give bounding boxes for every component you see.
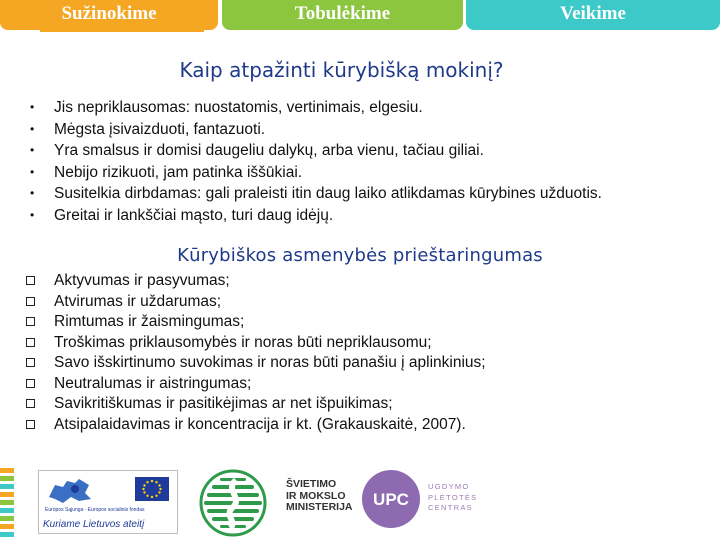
- list-item: Rimtumas ir žaismingumas;: [24, 312, 486, 333]
- upc-logo-letters: UPC: [373, 490, 409, 509]
- checkbox-bullet-icon: [26, 358, 35, 367]
- list-item: Atsipalaidavimas ir koncentracija ir kt. (Grakauskaitė, 2007).: [24, 415, 486, 436]
- creative-student-list: [30, 97, 602, 226]
- contradictions-list: [24, 271, 486, 435]
- list-item: • Mėgsta įsivaizduoti, fantazuoti.: [30, 119, 602, 141]
- checkbox-bullet-icon: [26, 317, 35, 326]
- list-item: • Greitai ir lankščiai mąsto, turi daug idėjų.: [30, 205, 602, 227]
- section2-title: Kūrybiškos asmenybės prieštaringumas: [177, 245, 543, 266]
- eu-funding-logo: [38, 470, 178, 534]
- bullet-icon: •: [30, 186, 35, 200]
- bullet-icon: •: [30, 207, 35, 222]
- list-item: • Susitelkia dirbdamas: gali praleisti itin daug laiko atlikdamas kūrybines užduotis.: [30, 183, 602, 205]
- bullet-icon: •: [30, 164, 35, 179]
- list-item: Atvirumas ir uždarumas;: [24, 292, 486, 313]
- list-item: • Yra smalsus ir domisi daugeliu dalykų, arba vienu, tačiau giliai.: [30, 140, 602, 162]
- checkbox-bullet-icon: [26, 399, 35, 408]
- checkbox-bullet-icon: [26, 379, 35, 388]
- list-item: Savo išskirtinumo suvokimas ir noras būti panašiu į aplinkinius;: [24, 353, 486, 374]
- checkbox-bullet-icon: [26, 276, 35, 285]
- tab-label: Tobulėkime: [294, 3, 391, 24]
- tab-label: Sužinokime: [61, 3, 157, 24]
- list-item: Troškimas priklausomybės ir noras būti nepriklausomu;: [24, 333, 486, 354]
- list-item: • Jis nepriklausomas: nuostatomis, vertinimais, elgesiu.: [30, 97, 602, 119]
- eu-small-text: Europos Sąjunga · Europos socialinis fondas: [45, 507, 145, 513]
- bullet-icon: •: [30, 121, 35, 136]
- checkbox-bullet-icon: [26, 338, 35, 347]
- ministry-emblem-icon: [198, 468, 268, 538]
- active-tab-underline: [40, 29, 204, 32]
- list-item: • Nebijo rizikuoti, jam patinka iššūkiai.: [30, 162, 602, 184]
- ministry-name: ŠVIETIMO IR MOKSLO MINISTERIJA: [286, 478, 353, 513]
- list-item: Aktyvumas ir pasyvumas;: [24, 271, 486, 292]
- eu-slogan: Kuriame Lietuvos ateitį: [43, 519, 145, 530]
- tab-suzinokime[interactable]: [0, 0, 218, 30]
- list-item: Neutralumas ir aistringumas;: [24, 374, 486, 395]
- tab-veikime[interactable]: [466, 0, 720, 30]
- section1-title: Kaip atpažinti kūrybišką mokinį?: [179, 58, 504, 82]
- tab-label: Veikime: [560, 3, 626, 24]
- checkbox-bullet-icon: [26, 297, 35, 306]
- bullet-icon: •: [30, 143, 35, 157]
- europe-map-icon: [45, 477, 95, 505]
- upc-logo-icon: [360, 468, 422, 530]
- tab-tobulekime[interactable]: [222, 0, 463, 30]
- centre-name: UGDYMO PLĖTOTĖS CENTRAS: [428, 482, 478, 512]
- eu-flag-icon: [135, 477, 169, 501]
- checkbox-bullet-icon: [26, 420, 35, 429]
- bullet-icon: •: [30, 100, 35, 114]
- footer-logos: [0, 462, 720, 540]
- list-item: Savikritiškumas ir pasitikėjimas ar net išpuikimas;: [24, 394, 486, 415]
